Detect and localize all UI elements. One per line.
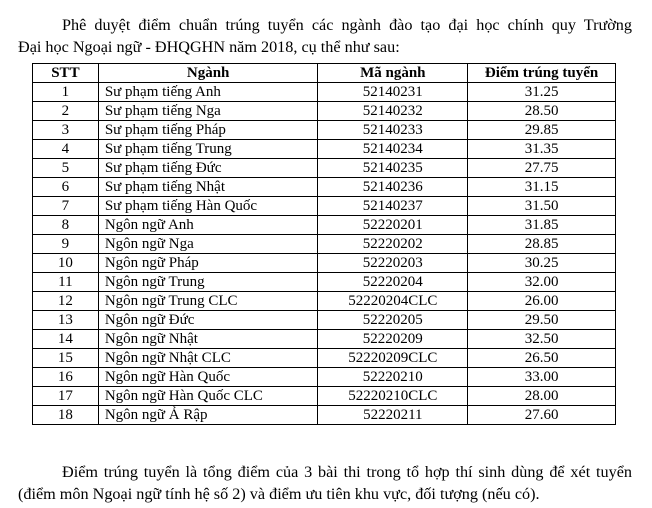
cell-major: Sư phạm tiếng Nhật	[98, 178, 318, 197]
cell-major: Sư phạm tiếng Hàn Quốc	[98, 197, 318, 216]
cell-score: 28.85	[468, 235, 616, 254]
cell-stt: 9	[33, 235, 99, 254]
cell-major-code: 52140233	[318, 121, 468, 140]
cell-score: 29.85	[468, 121, 616, 140]
table-row	[33, 254, 616, 273]
cell-major-code: 52220210CLC	[318, 387, 468, 406]
cell-stt: 15	[33, 349, 99, 368]
cell-stt: 16	[33, 368, 99, 387]
table-row	[33, 387, 616, 406]
cell-stt: 17	[33, 387, 99, 406]
table-row	[33, 292, 616, 311]
cell-major-code: 52140234	[318, 140, 468, 159]
cell-major: Ngôn ngữ Nhật CLC	[98, 349, 318, 368]
cell-stt: 2	[33, 102, 99, 121]
cell-major: Ngôn ngữ Hàn Quốc CLC	[98, 387, 318, 406]
cell-stt: 12	[33, 292, 99, 311]
header-stt: STT	[33, 64, 99, 83]
cell-stt: 8	[33, 216, 99, 235]
table-row	[33, 368, 616, 387]
table-row	[33, 273, 616, 292]
cell-stt: 18	[33, 406, 99, 425]
cell-major: Sư phạm tiếng Pháp	[98, 121, 318, 140]
header-score: Điểm trúng tuyển	[468, 64, 616, 83]
cell-major: Ngôn ngữ Pháp	[98, 254, 318, 273]
cell-major-code: 52220203	[318, 254, 468, 273]
table-row	[33, 178, 616, 197]
table-row	[33, 406, 616, 425]
cell-stt: 4	[33, 140, 99, 159]
table-row	[33, 197, 616, 216]
cell-score: 31.85	[468, 216, 616, 235]
cell-major-code: 52140231	[318, 83, 468, 102]
cell-major-code: 52220205	[318, 311, 468, 330]
cell-major: Ngôn ngữ Hàn Quốc	[98, 368, 318, 387]
cell-major: Ngôn ngữ Anh	[98, 216, 318, 235]
table-row	[33, 102, 616, 121]
cell-score: 33.00	[468, 368, 616, 387]
table-row	[33, 311, 616, 330]
cell-stt: 11	[33, 273, 99, 292]
cell-major-code: 52220204CLC	[318, 292, 468, 311]
admission-score-table	[32, 63, 616, 425]
cell-stt: 13	[33, 311, 99, 330]
cell-major: Ngôn ngữ Nga	[98, 235, 318, 254]
cell-major-code: 52140232	[318, 102, 468, 121]
table-header-row	[33, 64, 616, 83]
intro-line-2: Đại học Ngoại ngữ - ĐHQGHN năm 2018, cụ thể như sau:	[18, 38, 400, 56]
table-row	[33, 159, 616, 178]
cell-stt: 10	[33, 254, 99, 273]
cell-major-code: 52220211	[318, 406, 468, 425]
cell-score: 26.50	[468, 349, 616, 368]
table-row	[33, 216, 616, 235]
cell-major-code: 52220209	[318, 330, 468, 349]
cell-major: Sư phạm tiếng Trung	[98, 140, 318, 159]
cell-score: 27.60	[468, 406, 616, 425]
table-row	[33, 140, 616, 159]
table-body	[33, 83, 616, 425]
cell-major-code: 52140236	[318, 178, 468, 197]
cell-score: 31.15	[468, 178, 616, 197]
cell-major: Ngôn ngữ Ả Rập	[98, 406, 318, 425]
cell-major-code: 52220201	[318, 216, 468, 235]
table-row	[33, 83, 616, 102]
table-row	[33, 330, 616, 349]
header-major: Ngành	[98, 64, 318, 83]
cell-score: 28.50	[468, 102, 616, 121]
cell-major: Sư phạm tiếng Anh	[98, 83, 318, 102]
cell-score: 29.50	[468, 311, 616, 330]
table-row	[33, 121, 616, 140]
cell-stt: 6	[33, 178, 99, 197]
cell-major: Ngôn ngữ Nhật	[98, 330, 318, 349]
cell-stt: 14	[33, 330, 99, 349]
cell-major-code: 52220209CLC	[318, 349, 468, 368]
header-major-code: Mã ngành	[318, 64, 468, 83]
cell-major-code: 52220210	[318, 368, 468, 387]
cell-major: Ngôn ngữ Đức	[98, 311, 318, 330]
cell-stt: 5	[33, 159, 99, 178]
cell-score: 31.50	[468, 197, 616, 216]
cell-major: Sư phạm tiếng Đức	[98, 159, 318, 178]
cell-major-code: 52140235	[318, 159, 468, 178]
cell-major: Ngôn ngữ Trung	[98, 273, 318, 292]
cell-score: 32.50	[468, 330, 616, 349]
cell-score: 26.00	[468, 292, 616, 311]
cell-stt: 7	[33, 197, 99, 216]
cell-major-code: 52220202	[318, 235, 468, 254]
cell-score: 32.00	[468, 273, 616, 292]
cell-score: 27.75	[468, 159, 616, 178]
table-row	[33, 349, 616, 368]
cell-stt: 1	[33, 83, 99, 102]
cell-score: 31.25	[468, 83, 616, 102]
cell-major-code: 52140237	[318, 197, 468, 216]
cell-major: Sư phạm tiếng Nga	[98, 102, 318, 121]
cell-major-code: 52220204	[318, 273, 468, 292]
intro-line-1: Phê duyệt điểm chuẩn trúng tuyển các ngành đào tạo đại học chính quy Trường	[62, 16, 632, 34]
cell-score: 31.35	[468, 140, 616, 159]
footer-text: Điểm trúng tuyển là tổng điểm của 3 bài thi trong tổ hợp thí sinh dùng để xét tuyển (điểm môn Ngoại ngữ tính hệ số 2) và điểm ưu tiên khu vực, đối tượng (nếu có).	[18, 463, 632, 503]
table-row	[33, 235, 616, 254]
footer-note	[18, 461, 632, 505]
cell-score: 28.00	[468, 387, 616, 406]
intro-paragraph	[18, 14, 632, 58]
cell-score: 30.25	[468, 254, 616, 273]
cell-major: Ngôn ngữ Trung CLC	[98, 292, 318, 311]
cell-stt: 3	[33, 121, 99, 140]
